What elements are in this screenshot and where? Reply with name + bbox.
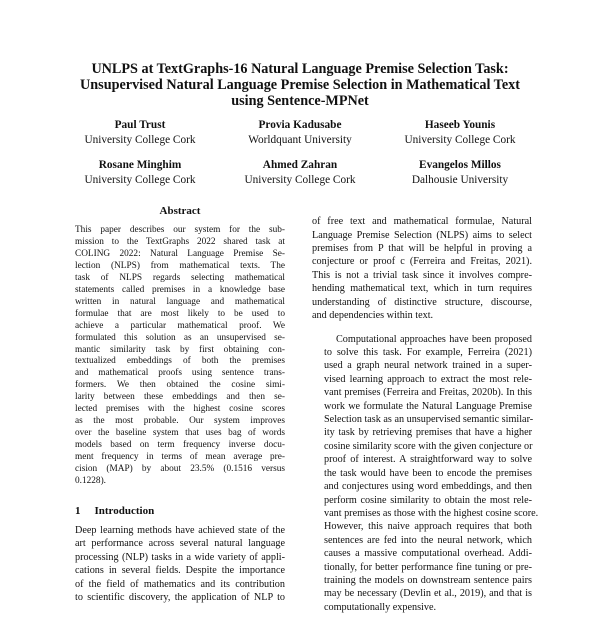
body-line: tionally, for better performance fine tuning or pre-: [324, 561, 532, 573]
body-line: computationally expensive.: [324, 601, 437, 613]
body-line: used a graph neural network trained in a super-: [324, 360, 532, 372]
title-line: UNLPS at TextGraphs-16 Natural Language Premise Selection Task:: [91, 61, 509, 77]
body-line: However, this naive approach requires that both: [324, 521, 532, 533]
body-line: conjecture or proof c (Ferreira and Freitas, 2021).: [312, 256, 532, 268]
title-line: using Sentence-MPNet: [231, 93, 369, 109]
author: [380, 118, 540, 147]
abstract-line: statements called premises in a knowledge base: [75, 284, 285, 295]
author-affiliation: Dalhousie University: [411, 173, 509, 186]
paragraph: [312, 333, 539, 615]
intro-line: processing (NLP) tasks in a wide variety of appli-: [75, 551, 285, 563]
section-title: Introduction: [94, 505, 155, 517]
abstract-line: ment frequency in terms of mean average pre-: [75, 452, 285, 463]
author-name: Ahmed Zahran: [262, 159, 338, 171]
abstract-line: formulated this solution as an unsupervised se-: [75, 332, 285, 343]
abstract-body: [75, 225, 285, 488]
author-affiliation: University College Cork: [404, 133, 516, 146]
abstract-line: as the most probable. Our system improves: [75, 416, 285, 427]
abstract-line: lection (NLPS) from mathematical texts. The: [75, 260, 285, 271]
abstract-line: task of NLPS regards selecting mathematical: [75, 272, 285, 283]
body-line: Selection task as an unsupervised semantic similar-: [324, 414, 534, 426]
author-affiliation: University College Cork: [84, 173, 196, 186]
body-line: the task would have been to encode the premises: [324, 467, 532, 479]
abstract-line: and mathematical proofs using sentence trans-: [75, 368, 285, 379]
body-line: training the models on downstream sentence pairs: [324, 574, 532, 586]
body-line: hending mathematical text, which in turn requires: [312, 283, 532, 295]
section-heading: [75, 505, 168, 517]
author-name: Evangelos Millos: [419, 159, 501, 171]
author: [60, 158, 220, 187]
abstract-heading: Abstract: [159, 205, 201, 217]
author-name: Haseeb Younis: [424, 119, 496, 131]
body-line: and dependencies within text.: [312, 310, 434, 322]
body-line: of free text and mathematical formulae, Natural: [312, 216, 532, 228]
body-line: Computational approaches have been proposed: [336, 333, 532, 345]
body-line: vant premises as those with the highest cosine score.: [324, 507, 539, 519]
author-name: Rosane Minghim: [98, 159, 182, 171]
body-line: premises from P that will be helpful in proving a: [312, 243, 532, 254]
paper-title: [60, 61, 540, 109]
abstract-line: models based on term frequency inverse docu-: [75, 440, 285, 451]
abstract-line: mantic similarity task by first obtaining con-: [75, 344, 285, 355]
author-affiliation: University College Cork: [244, 173, 356, 186]
abstract-line: mission to the TextGraphs 2022 shared task at: [75, 236, 285, 247]
body-line: and conjectures using word embeddings, and then: [324, 481, 532, 493]
abstract-line: This paper describes our system for the sub-: [75, 225, 285, 235]
body-line: work we formulate the Natural Language Premise: [324, 400, 532, 412]
author-affiliation: University College Cork: [84, 133, 196, 146]
body-line: causes a massive computational overhead. Addi-: [324, 548, 532, 560]
abstract-line: 0.1228).: [75, 476, 106, 487]
abstract-line: written in natural language and mathematical: [75, 296, 285, 307]
abstract-line: cision (MAP) by about 23.5% (0.1516 versus: [75, 464, 285, 475]
body-line: ity task by retrieving premises that have a higher: [324, 427, 532, 439]
body-line: proof of interest. A straightforward way to solve: [324, 454, 532, 466]
author: [220, 158, 380, 187]
body-line: to solve this task. For example, Ferreira (2021): [324, 347, 532, 359]
section-number: 1: [75, 505, 81, 517]
author: [60, 118, 220, 147]
introduction-body: [75, 524, 285, 604]
abstract-line: lected premises with the highest cosine scores: [75, 404, 285, 415]
intro-line: Deep learning methods have achieved state of the: [75, 525, 285, 536]
intro-line: art performance across several natural language: [75, 538, 285, 550]
abstract-line: achieve a particular mathematical proof. We: [75, 320, 285, 331]
author: [220, 118, 380, 147]
body-line: sentences are fed into the neural network, which: [324, 534, 532, 546]
intro-line: of the field of mathematics and its contribution: [75, 578, 285, 590]
body-line: This is not a trivial task since it involves compre-: [312, 269, 532, 281]
author-name: Provia Kadusabe: [258, 119, 342, 131]
body-line: vised learning approach to extract the most rele-: [324, 373, 532, 385]
abstract-line: textualized embeddings of both the premises: [75, 356, 285, 367]
author: [380, 158, 540, 187]
body-line: perform cosine similarity to obtain the most rele-: [324, 494, 532, 506]
right-column: [312, 205, 539, 624]
body-line: cosine similarity score with the given conjecture or: [324, 440, 533, 452]
author-name: Paul Trust: [114, 119, 166, 131]
abstract-line: formers. We then obtained the cosine simi-: [75, 380, 285, 391]
body-line: may be necessary (Devlin et al., 2019), and that is: [324, 588, 532, 600]
abstract-line: larity between these embeddings and then se-: [75, 392, 285, 403]
abstract-line: COLING 2022: Natural Language Premise Se-: [75, 248, 285, 259]
author-affiliation: Worldquant University: [248, 133, 352, 146]
abstract-line: over the baseline system that uses bag of words: [75, 428, 285, 439]
paragraph: [312, 215, 532, 322]
intro-line: cations in several fields. Despite the importance: [75, 565, 285, 577]
abstract-line: formulae that are most likely to be used to: [75, 308, 285, 319]
title-line: Unsupervised Natural Language Premise Selection in Mathematical Text: [80, 77, 520, 93]
body-line: vant premises (Ferreira and Freitas, 2020b). In this: [324, 387, 532, 399]
intro-line: to scientific discovery, the application of NLP to: [75, 592, 285, 604]
body-line: understanding of distinctive structure, discourse,: [312, 296, 532, 308]
body-line: Language Premise Selection (NLPS) aims to select: [312, 229, 532, 241]
